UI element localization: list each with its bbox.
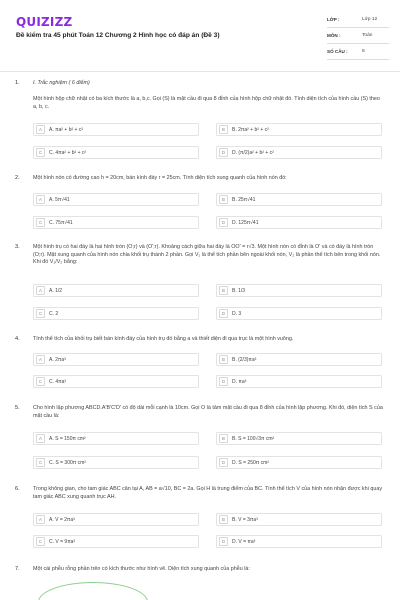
option-text: B. S = 100√3π cm²	[232, 435, 275, 442]
option-letter: D	[219, 537, 228, 546]
option-letter: B	[219, 286, 228, 295]
question-number: 2.	[15, 175, 20, 181]
option-a[interactable]	[33, 193, 199, 206]
option-c[interactable]	[33, 535, 199, 548]
worksheet-header	[0, 0, 400, 72]
option-d[interactable]	[216, 146, 382, 159]
option-letter: C	[36, 309, 45, 318]
option-d[interactable]	[216, 216, 382, 229]
option-text: C. 2	[49, 310, 59, 317]
question-number: 6.	[15, 486, 20, 492]
option-text: D. πa³	[232, 378, 247, 385]
question-text: Một cái phễu rỗng phần trên có kích thước như hình vẽ. Diện tích xung quanh của phễu là:	[33, 566, 250, 572]
option-letter: A	[36, 434, 45, 443]
option-letter: A	[36, 125, 45, 134]
question-number: 7.	[15, 566, 20, 572]
option-b[interactable]	[216, 432, 382, 445]
option-a[interactable]	[33, 513, 199, 526]
meta-row-class	[327, 12, 389, 28]
option-letter: D	[219, 218, 228, 227]
option-letter: A	[36, 286, 45, 295]
option-c[interactable]	[33, 307, 199, 320]
meta-value: 8	[362, 49, 365, 54]
option-letter: D	[219, 458, 228, 467]
option-c[interactable]	[33, 456, 199, 469]
meta-row-count	[327, 44, 389, 60]
meta-label: LỚP :	[327, 17, 340, 22]
option-text: A. πa² + b² + c²	[49, 126, 84, 133]
option-letter: B	[219, 125, 228, 134]
option-text: C. S = 300π cm²	[49, 459, 86, 466]
option-letter: D	[219, 377, 228, 386]
option-letter: A	[36, 195, 45, 204]
option-letter: B	[219, 434, 228, 443]
option-letter: C	[36, 458, 45, 467]
quizizz-logo: QUIZIZZ	[16, 15, 73, 29]
option-text: C. V = 9πa³	[49, 538, 76, 545]
option-a[interactable]	[33, 123, 199, 136]
option-text: B. 1/3	[232, 287, 246, 294]
option-letter: D	[219, 148, 228, 157]
option-text: D. 3	[232, 310, 242, 317]
option-text: B. 2πa² + b² + c²	[232, 126, 269, 133]
option-c[interactable]	[33, 375, 199, 388]
option-b[interactable]	[216, 284, 382, 297]
question-text: Một hình trụ có hai đáy là hai hình tròn (O;r) và (O';r). Khoảng cách giữa hai đáy là OO' = r√3. Một hình nón có đỉnh là O' và có đáy là hình tròn (O;r). Mặt xung quanh của hình nón chia khối trụ thành 2 phần. Gọi V₁ là thể tích phần bên ngoài khối nón, V₂ là phần thể tích bên trong khối nón. Khi đó V₁/V₂ bằng:	[33, 244, 381, 266]
option-text: B. (2/3)πa³	[232, 356, 257, 363]
meta-value: Lớp 12	[362, 17, 378, 22]
option-b[interactable]	[216, 123, 382, 136]
option-letter: B	[219, 195, 228, 204]
meta-label: SỐ CÂU :	[327, 49, 348, 54]
option-text: B. V = 3πa³	[232, 516, 258, 523]
option-a[interactable]	[33, 353, 199, 366]
option-letter: C	[36, 377, 45, 386]
option-a[interactable]	[33, 432, 199, 445]
option-b[interactable]	[216, 513, 382, 526]
option-text: A. 5π√41	[49, 196, 70, 203]
option-letter: D	[219, 309, 228, 318]
option-letter: B	[219, 515, 228, 524]
question-number: 4.	[15, 336, 20, 342]
page-title: Đề kiểm tra 45 phút Toán 12 Chương 2 Hình học có đáp án (Đề 3)	[16, 32, 220, 39]
meta-row-subject	[327, 28, 389, 44]
option-text: D. (π/2)a² + b² + c²	[232, 149, 274, 156]
question-number: 3.	[15, 244, 20, 250]
option-text: C. 75π√41	[49, 219, 73, 226]
section-heading: I. Trắc nghiệm ( 6 điểm)	[33, 80, 90, 86]
option-text: C. 4πa³	[49, 378, 67, 385]
option-c[interactable]	[33, 146, 199, 159]
option-d[interactable]	[216, 456, 382, 469]
option-text: A. V = 2πa³	[49, 516, 75, 523]
question-number: 1.	[15, 80, 20, 86]
question-text: Trong không gian, cho tam giác ABC cân tại A, AB = a√10, BC = 2a. Gọi H là trung điểm của BC. Tính thể tích V của hình nón nhận được khi quay tam giác ABC xung quanh trục AH.	[33, 486, 383, 500]
question-text: Một hình hộp chữ nhật có ba kích thước là a, b,c. Gọi (S) là mặt cầu đi qua 8 đỉnh của hình hộp chữ nhật đó. Tính diện tích của hình cầu (S) theo a, b, c.	[33, 96, 380, 110]
meta-label: MÔN :	[327, 33, 341, 38]
funnel-figure	[38, 582, 148, 600]
option-letter: C	[36, 537, 45, 546]
meta-panel	[327, 12, 389, 60]
option-text: C. 4πa² + b² + c²	[49, 149, 87, 156]
question-number: 5.	[15, 405, 20, 411]
option-text: B. 25π√41	[232, 196, 256, 203]
option-d[interactable]	[216, 535, 382, 548]
option-d[interactable]	[216, 307, 382, 320]
option-text: D. S = 250π cm²	[232, 459, 269, 466]
option-c[interactable]	[33, 216, 199, 229]
option-letter: B	[219, 355, 228, 364]
option-text: D. 125π√41	[232, 219, 259, 226]
option-text: A. 2πa³	[49, 356, 66, 363]
option-text: A. 1/2	[49, 287, 63, 294]
question-text: Một hình nón có đường cao h = 20cm, bán kính đáy r = 25cm. Tính diện tích xung quanh của hình nón đó:	[33, 175, 287, 181]
option-text: D. V = πa³	[232, 538, 256, 545]
option-text: A. S = 150π cm²	[49, 435, 86, 442]
question-text: Tính thể tích của khối trụ biết bán kính đáy của hình trụ đó bằng a và thiết diện đi qua trục là một hình vuông.	[33, 336, 294, 342]
option-b[interactable]	[216, 353, 382, 366]
meta-value: Toán	[362, 33, 373, 38]
option-letter: A	[36, 515, 45, 524]
option-a[interactable]	[33, 284, 199, 297]
option-letter: C	[36, 218, 45, 227]
option-b[interactable]	[216, 193, 382, 206]
option-d[interactable]	[216, 375, 382, 388]
option-letter: A	[36, 355, 45, 364]
option-letter: C	[36, 148, 45, 157]
question-text: Cho hình lập phương ABCD.A'B'C'D' có độ dài mỗi cạnh là 10cm. Gọi O là tâm mặt cầu đi qua 8 đỉnh của hình lập phương. Khi đó, diện tích S của mặt cầu là:	[33, 405, 383, 419]
